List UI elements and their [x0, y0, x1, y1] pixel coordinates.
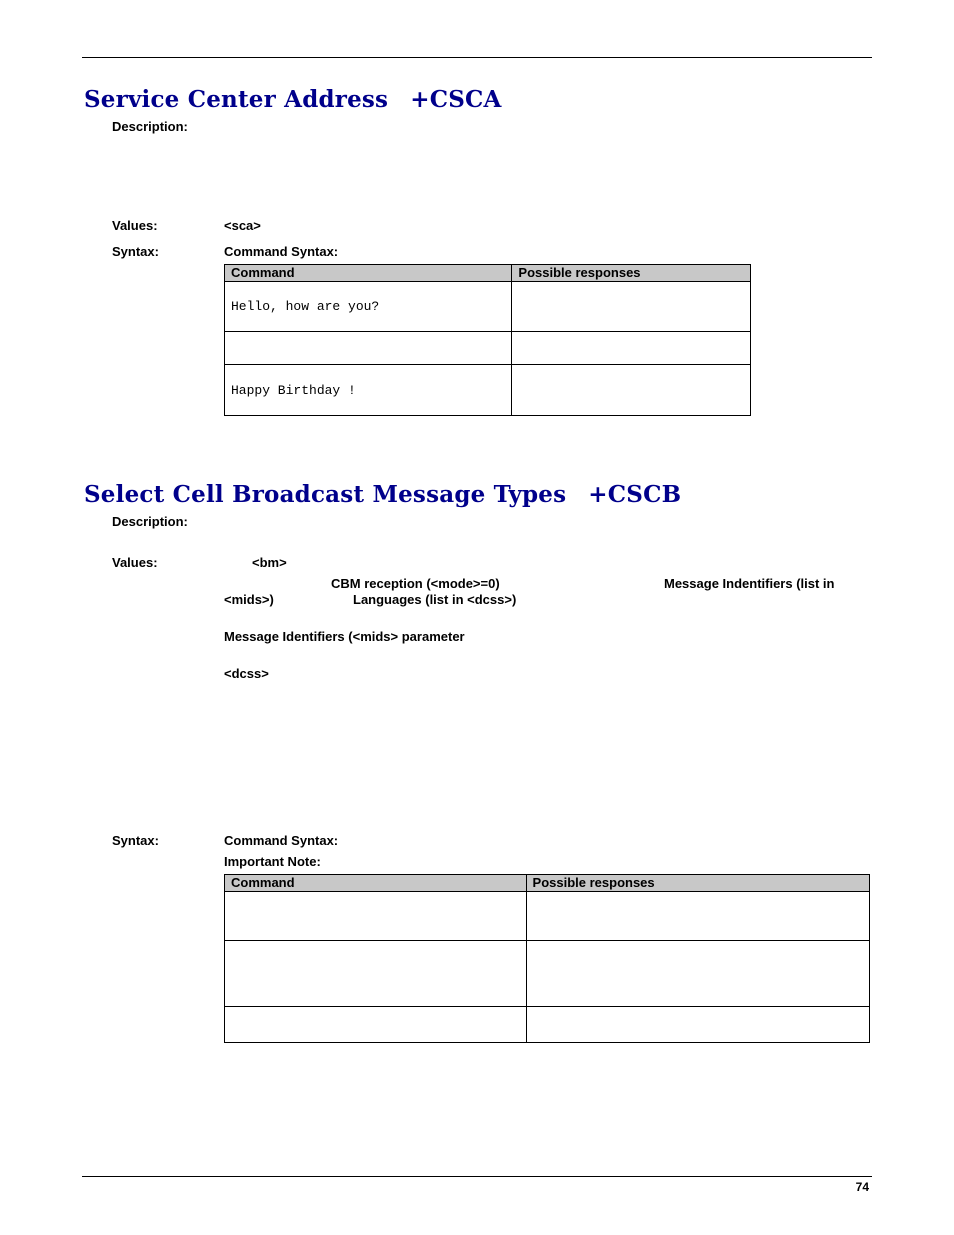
table-row	[225, 332, 751, 365]
table-row	[225, 892, 870, 941]
message-identifiers-list-text: Message Indentifiers (list in	[664, 576, 835, 591]
values-label: Values:	[112, 218, 158, 233]
dcss-text: <dcss>	[224, 666, 269, 681]
section-heading-cscb	[84, 481, 681, 508]
section-command: +CSCA	[410, 86, 502, 113]
important-note-label: Important Note:	[224, 854, 321, 869]
footer-rule	[82, 1176, 872, 1177]
header-responses: Possible responses	[526, 875, 869, 892]
command-cell: Happy Birthday !	[225, 365, 512, 416]
section-title: Service Center Address	[84, 86, 389, 113]
languages-list-text: Languages (list in <dcss>)	[353, 592, 517, 607]
section-command: +CSCB	[588, 481, 682, 508]
mids-text: <mids>)	[224, 592, 274, 607]
response-cell	[526, 892, 869, 941]
cscb-command-table	[224, 874, 870, 1043]
table-header-row	[225, 875, 870, 892]
table-row	[225, 1007, 870, 1043]
response-cell	[512, 365, 751, 416]
description-label: Description:	[112, 514, 188, 529]
command-syntax-label: Command Syntax:	[224, 244, 339, 259]
table-row	[225, 941, 870, 1007]
command-cell: Hello, how are you?	[225, 282, 512, 332]
syntax-label: Syntax:	[112, 244, 159, 259]
syntax-label: Syntax:	[112, 833, 159, 848]
values-label: Values:	[112, 555, 158, 570]
values-bm: <bm>	[252, 555, 287, 570]
header-responses: Possible responses	[512, 265, 751, 282]
mids-parameter-text: Message Identifiers (<mids> parameter	[224, 629, 465, 644]
response-cell	[526, 941, 869, 1007]
command-cell	[225, 1007, 527, 1043]
table-row	[225, 365, 751, 416]
section-title: Select Cell Broadcast Message Types	[84, 481, 567, 508]
response-cell	[526, 1007, 869, 1043]
header-rule	[82, 57, 872, 58]
values-sca: <sca>	[224, 218, 261, 233]
table-header-row	[225, 265, 751, 282]
header-command: Command	[225, 265, 512, 282]
command-syntax-label: Command Syntax:	[224, 833, 339, 848]
response-cell	[512, 282, 751, 332]
header-command: Command	[225, 875, 527, 892]
description-label: Description:	[112, 119, 188, 134]
section-heading-csca	[84, 86, 502, 113]
response-cell	[512, 332, 751, 365]
page-number: 74	[855, 1180, 869, 1194]
command-cell	[225, 941, 527, 1007]
table-row	[225, 282, 751, 332]
command-cell	[225, 892, 527, 941]
cbm-reception-text: CBM reception (<mode>=0)	[331, 576, 500, 591]
command-cell	[225, 332, 512, 365]
csca-command-table	[224, 264, 751, 416]
